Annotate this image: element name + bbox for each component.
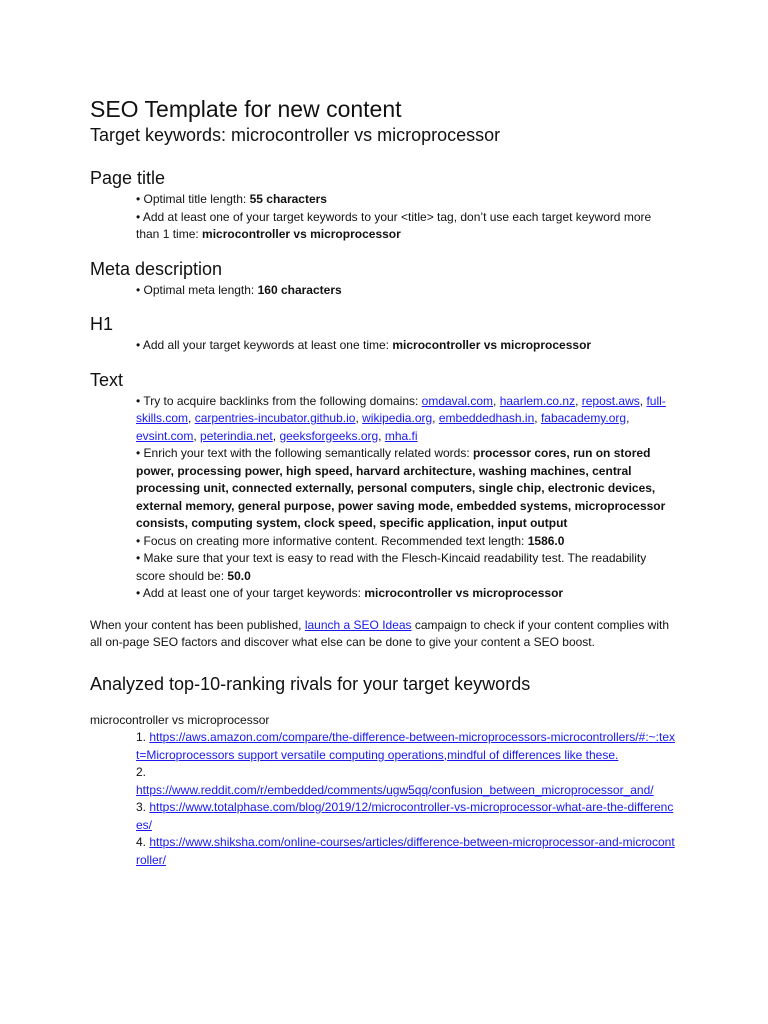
bullet-text: • Add at least one of your target keywords to your <title> tag, don’t use each target keyword more than 1 time: — [136, 209, 652, 241]
h1-heading: H1 — [90, 314, 114, 334]
text-length-value: 1586.0 — [527, 533, 565, 548]
domain-link[interactable]: full-skills.com — [136, 393, 666, 425]
separator: , — [355, 411, 363, 425]
bullet-text: • Focus on creating more informative content. Recommended text length: — [136, 533, 528, 548]
title-keyword-value: microcontroller vs microprocessor — [202, 227, 401, 241]
backlinks-bullet — [136, 393, 676, 446]
domain-link[interactable]: peterindia.net — [200, 428, 273, 443]
domain-link[interactable]: embeddedhash.in — [438, 411, 535, 425]
rival-list — [136, 729, 676, 869]
rivals-heading: Analyzed top-10-ranking rivals for your target keywords — [90, 673, 531, 694]
domain-link[interactable]: omdaval.com — [421, 393, 494, 408]
title-length-bullet — [136, 191, 676, 209]
meta-bullets — [136, 282, 676, 300]
title-keyword-bullet — [136, 209, 676, 244]
rival-item — [136, 729, 676, 764]
page-title-heading: Page title — [90, 168, 166, 188]
separator: , — [193, 428, 201, 443]
published-paragraph — [90, 617, 680, 652]
rival-link[interactable]: https://www.totalphase.com/blog/2019/12/microcontroller-vs-microprocessor-what-are-the-differences/ — [136, 800, 674, 832]
bullet-text: • Try to acquire backlinks from the following domains: — [136, 393, 422, 408]
text-bullets — [136, 393, 676, 603]
related-words: processor cores, run on stored power, processing power, high speed, harvard architecture, washing machines, central processing unit, connected externally, personal computers, single chip, electronic devices, external memory, general purpose, power saving mode, embedded systems, microprocessor consists, computing system, clock speed, specific application, input output — [136, 446, 666, 530]
rival-item — [136, 799, 676, 834]
h1-keyword-bullet — [136, 337, 676, 355]
bullet-text: • Make sure that your text is easy to read with the Flesch-Kincaid readability test. The readability score should be: — [136, 551, 647, 583]
enrich-bullet — [136, 445, 676, 533]
separator: , — [272, 428, 280, 443]
document-content — [90, 95, 690, 869]
meta-length-value: 160 characters — [257, 282, 342, 297]
target-keywords-subtitle: Target keywords: microcontroller vs microprocessor — [90, 125, 501, 145]
separator: , — [378, 428, 385, 443]
focus-bullet — [136, 533, 676, 551]
text-section — [90, 369, 690, 603]
rival-link[interactable]: https://aws.amazon.com/compare/the-difference-between-microprocessors-microcontrollers/#:~:text=Microprocessors support versatile computing operations,mindful of differences like these. — [136, 730, 675, 762]
domain-link[interactable]: carpentries-incubator.github.io — [194, 411, 356, 425]
readability-value: 50.0 — [227, 568, 251, 583]
rival-link[interactable]: https://www.shiksha.com/online-courses/articles/difference-between-microprocessor-and-microcontroller/ — [136, 835, 675, 867]
h1-section — [90, 313, 690, 355]
separator: , — [534, 411, 541, 425]
domain-link[interactable]: evsint.com — [136, 428, 194, 443]
domain-link[interactable]: haarlem.co.nz — [499, 393, 576, 408]
paragraph-text: campaign to check if your content complies with all on-page SEO factors and discover what else can be done to give your content a SEO boost. — [90, 617, 670, 649]
keyword-value: microcontroller vs microprocessor — [364, 586, 564, 600]
rival-number: 3. — [136, 800, 150, 814]
text-heading: Text — [90, 369, 124, 390]
bullet-text: • Enrich your text with the following semantically related words: — [136, 446, 474, 460]
domain-link[interactable]: wikipedia.org — [362, 411, 433, 425]
separator: , — [626, 411, 630, 425]
readability-bullet — [136, 550, 676, 585]
launch-seo-ideas-link[interactable]: launch a SEO Ideas — [304, 617, 412, 632]
rival-number: 2. — [136, 765, 147, 779]
bullet-text: • Add at least one of your target keywords: — [136, 586, 365, 600]
bullet-text: • Optimal meta length: — [136, 282, 258, 297]
paragraph-text: When your content has been published, — [90, 617, 305, 632]
bullet-text: • Optimal title length: — [136, 192, 250, 206]
rivals-keyword: microcontroller vs microprocessor — [90, 712, 270, 727]
separator: , — [188, 411, 195, 425]
document-title: SEO Template for new content — [90, 96, 402, 122]
bullet-text: • Add all your target keywords at least one time: — [136, 338, 393, 352]
meta-description-section — [90, 258, 690, 300]
h1-keyword-value: microcontroller vs microprocessor — [392, 338, 592, 352]
separator: , — [639, 393, 647, 408]
meta-description-heading: Meta description — [90, 258, 223, 279]
rival-item — [136, 834, 676, 869]
meta-length-bullet — [136, 282, 676, 300]
rival-link[interactable]: https://www.reddit.com/r/embedded/comments/ugw5qq/confusion_between_microprocessor_and/ — [136, 782, 654, 797]
rival-number: 4. — [136, 835, 150, 849]
separator: , — [575, 393, 582, 408]
h1-bullets — [136, 337, 676, 355]
domain-link[interactable]: mha.fi — [384, 428, 418, 443]
title-length-value: 55 characters — [249, 192, 327, 206]
rival-number: 1. — [136, 730, 150, 744]
domain-link[interactable]: repost.aws — [581, 393, 640, 408]
separator: , — [432, 411, 439, 425]
rival-item — [136, 764, 676, 799]
page-title-section — [90, 167, 690, 244]
page-title-bullets — [136, 191, 676, 244]
keyword-bullet — [136, 585, 676, 603]
domain-link[interactable]: geeksforgeeks.org — [279, 428, 379, 443]
separator: , — [493, 393, 500, 408]
domain-link[interactable]: fabacademy.org — [540, 411, 627, 425]
